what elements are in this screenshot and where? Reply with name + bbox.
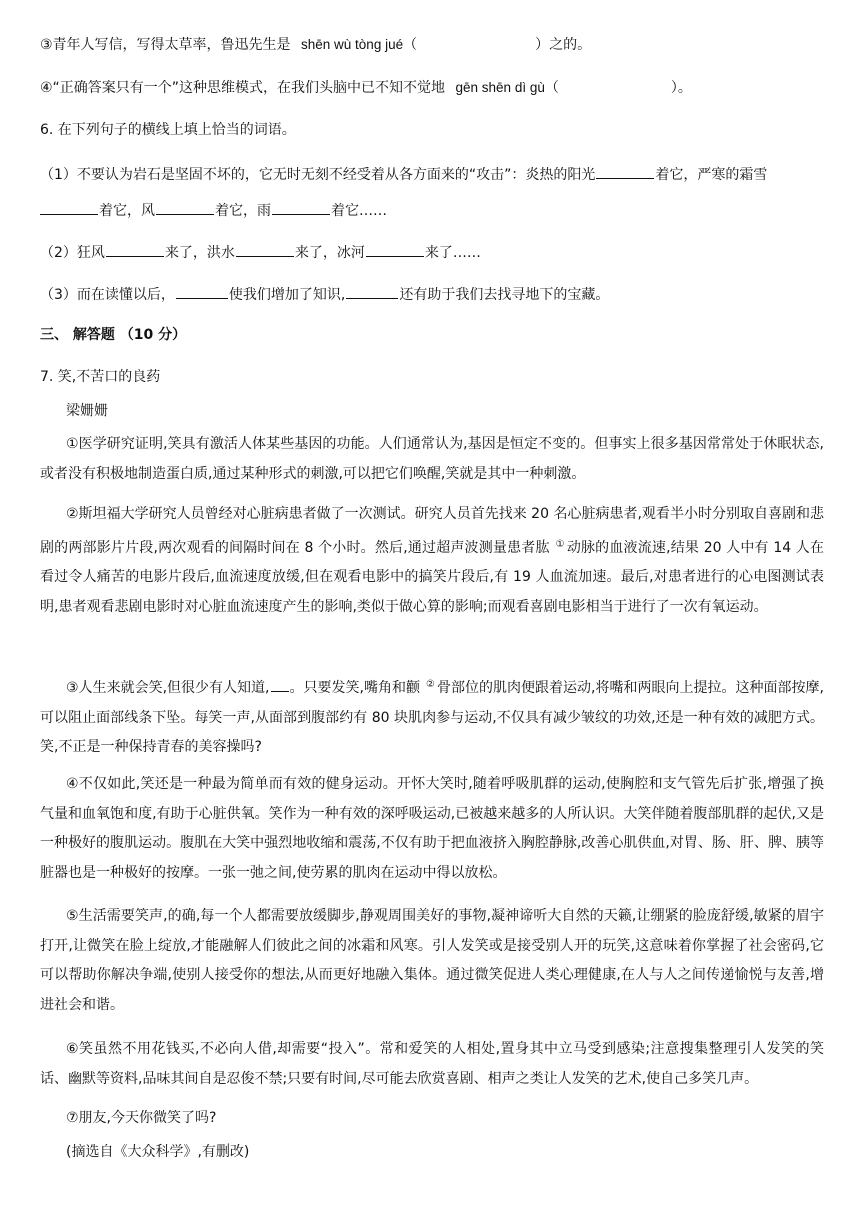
q6-s1-blank-1[interactable] xyxy=(596,163,654,179)
q6-s1-blank-4[interactable] xyxy=(272,199,330,215)
q6-s2-text-d: 来了…… xyxy=(424,245,481,261)
article-paragraph-2 xyxy=(40,500,824,622)
question-4-line xyxy=(40,78,692,98)
q6-s2-blank-1[interactable] xyxy=(106,241,164,257)
p2-text-a: ②斯坦福大学研究人员曾经对心脏病患者做了一次测试。研究人员首先找来 20 名心脏病患者,观看半小时分别取自喜剧和悲剧的两部影片片段,两次观看的间隔时间在 8 个小时。然后,通过超声波测量患者肱 xyxy=(40,506,824,556)
p3-text-a: ③人生来就会笑,但很少有人知道, xyxy=(66,680,270,696)
q6-s3-text-c: 还有助于我们去找寻地下的宝藏。 xyxy=(399,287,610,303)
q6-s2-blank-2[interactable] xyxy=(236,241,294,257)
p3-text-b: 。只要发笑,嘴角和颧 xyxy=(289,680,421,696)
q6-s1-text-e: 着它…… xyxy=(331,203,387,219)
q6-s1-text-d: 着它，雨 xyxy=(215,203,271,219)
q3-paren-close: ）之的。 xyxy=(535,37,592,53)
q3-text: ③青年人写信，写得太草率，鲁迅先生是 xyxy=(40,37,291,53)
q6-sentence-3 xyxy=(40,283,609,305)
question-6-title: 6. 在下列句子的横线上填上恰当的词语。 xyxy=(40,122,296,138)
q6-sentence-1-line-2 xyxy=(40,199,387,221)
section-3-heading: 三、 解答题 （10 分） xyxy=(40,327,187,343)
q6-sentence-1-line-1 xyxy=(40,163,767,185)
article-paragraph-1: ①医学研究证明,笑具有激活人体某些基因的功能。人们通常认为,基因是恒定不变的。但事实上很多基因常常处于休眠状态,或者没有积极地制造蛋白质,通过某种形式的刺激,可以把它们唤醒,笑就是其中一种刺激。 xyxy=(40,436,824,482)
q6-s3-text-b: 使我们增加了知识, xyxy=(228,287,346,303)
p2-text-b: 动脉的血液流速,结果 20 人中有 14 人在看过令人痛苦的电影片段后,血流速度放缓,但在观看电影中的搞笑片段后,有 19 人血流加速。最后,对患者进行的心电图测试表明,患者观看悲剧电影时对心脏血流速度产生的影响,类似于做心算的影响;而观看喜剧电影相当于进行了一次有氧运动。 xyxy=(40,539,824,615)
q6-s1-blank-3[interactable] xyxy=(156,199,214,215)
q6-s2-text-a: （2）狂风 xyxy=(40,245,105,261)
q6-s1-text-b: 着它，严寒的霜雪 xyxy=(655,167,768,183)
article-paragraph-5: ⑤生活需要笑声,的确,每一个人都需要放缓脚步,静观周围美好的事物,凝神谛听大自然的天籁,让绷紧的脸庞舒缓,敏紧的眉宇打开,让微笑在脸上绽放,才能融解人们彼此之间的冰霜和风寒。引人发笑或是接受别人开的玩笑,这意味着你掌握了社会密码,它可以帮助你解决争端,使别人接受你的想法,从而更好地融入集体。通过微笑促进人类心理健康,在人与人之间传递愉悦与友善,增进社会和谐。 xyxy=(40,908,824,1013)
footnote-marker-2: ② xyxy=(426,679,435,690)
q6-s2-text-c: 来了，冰河 xyxy=(294,245,365,261)
p3-answer-blank[interactable] xyxy=(271,676,289,692)
q4-text: ④“正确答案只有一个”这种思维模式，在我们头脑中已不知不觉地 xyxy=(40,80,446,96)
q6-s1-blank-2[interactable] xyxy=(40,199,98,215)
q3-pinyin: shēn wù tòng jué xyxy=(301,37,404,52)
q6-s2-text-b: 来了，洪水 xyxy=(164,245,235,261)
q6-sentence-2 xyxy=(40,241,481,263)
article-paragraph-7: ⑦朋友,今天你微笑了吗? xyxy=(66,1110,217,1126)
article-paragraph-3 xyxy=(40,670,824,763)
q6-s3-blank-1[interactable] xyxy=(176,283,228,299)
q4-paren-close: ）。 xyxy=(670,80,692,96)
q6-s3-text-a: （3）而在读懂以后， xyxy=(40,287,175,303)
q6-s1-text-a: （1）不要认为岩石是坚固不坏的，它无时无刻不经受着从各方面来的“攻击”：炎热的阳光 xyxy=(40,167,596,183)
q3-paren-open: （ xyxy=(403,37,418,53)
question-3-line xyxy=(40,35,591,55)
q4-pinyin: gēn shēn dì gù xyxy=(455,80,545,95)
q6-s1-text-c: 着它，风 xyxy=(99,203,155,219)
q4-paren-open: （ xyxy=(544,80,559,96)
p3-text-c: 骨部位的肌肉便跟着运动,将嘴和两眼向上提拉。这种面部按摩,可以阻止面部线条下坠。每笑一声,从面部到腹部约有 80 块肌肉参与运动,不仅具有减少皱纹的功效,还是一种有效的减肥方式。笑,不正是一种保持青春的美容操吗? xyxy=(40,680,825,755)
article-paragraph-6: ⑥笑虽然不用花钱买,不必向人借,却需要“投入”。常和爱笑的人相处,置身其中立马受到感染;注意搜集整理引人发笑的笑话、幽默等资料,品味其间自是忍俊不禁;只要有时间,尽可能去欣赏喜剧、相声之类让人发笑的艺术,使自己多笑几声。 xyxy=(40,1041,824,1087)
q6-s3-blank-2[interactable] xyxy=(346,283,398,299)
article-paragraph-4: ④不仅如此,笑还是一种最为简单而有效的健身运动。开怀大笑时,随着呼吸肌群的运动,使胸腔和支气管先后扩张,增强了换气量和血氧饱和度,有助于心脏供氧。笑作为一种有效的深呼吸运动,已被越来越多的人所认识。大笑伴随着腹部肌群的起伏,又是一种极好的腹肌运动。腹肌在大笑中强烈地收缩和震荡,不仅有助于把血液挤入胸腔静脉,改善心肌供血,对胃、肠、肝、脾、胰等脏器也是一种极好的按摩。一张一弛之间,使劳累的肌肉在运动中得以放松。 xyxy=(40,776,824,881)
article-author: 梁姗姗 xyxy=(66,403,108,419)
q6-s2-blank-3[interactable] xyxy=(366,241,424,257)
question-7-title: 7. 笑,不苦口的良药 xyxy=(40,369,161,385)
footnote-marker-1: ① xyxy=(555,538,565,550)
article-source: (摘选自《大众科学》,有删改) xyxy=(66,1144,250,1160)
